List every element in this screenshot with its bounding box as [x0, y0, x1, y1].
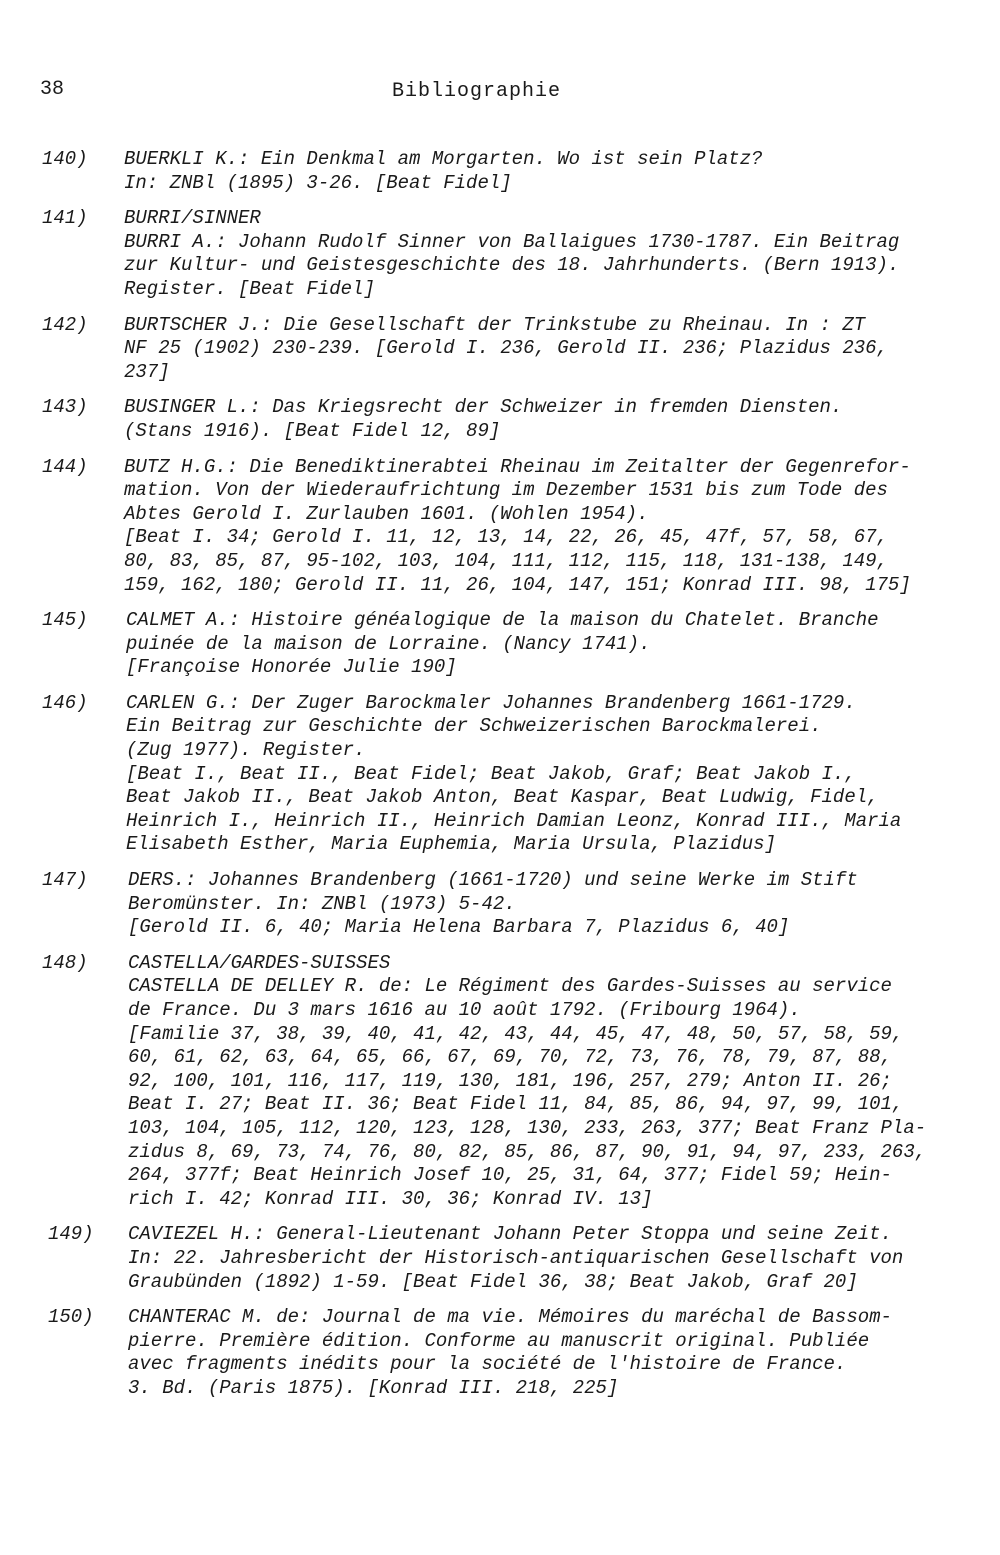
bibliography-entry [42, 396, 942, 443]
entry-number: 143) [42, 396, 88, 419]
entry-line: (Zug 1977). Register. [126, 739, 366, 762]
entry-line: 80, 83, 85, 87, 95-102, 103, 104, 111, 112, 115, 118, 131-138, 149, [124, 549, 888, 572]
running-title: Bibliographie [392, 80, 562, 103]
bibliography-entry [42, 456, 942, 598]
entry-line: CARLEN G.: Der Zuger Barockmaler Johannes Brandenberg 1661-1729. [126, 691, 856, 714]
entry-line: BURRI/SINNER [124, 207, 261, 230]
entry-line: Beat I. 27; Beat II. 36; Beat Fidel 11, 84, 85, 86, 94, 97, 99, 101, [128, 1093, 904, 1116]
entry-line: 264, 377f; Beat Heinrich Josef 10, 25, 31, 64, 377; Fidel 59; Hein- [128, 1164, 892, 1187]
entry-line: 237] [124, 360, 170, 383]
entry-line: CALMET A.: Histoire généalogique de la maison du Chatelet. Branche [126, 609, 879, 632]
entry-line: [Gerold II. 6, 40; Maria Helena Barbara 7, Plazidus 6, 40] [128, 916, 790, 939]
bibliography-entry [42, 207, 942, 301]
entry-line: mation. Von der Wiederaufrichtung im Dezember 1531 bis zum Tode des [124, 479, 888, 502]
entry-line: In: ZNBl (1895) 3-26. [Beat Fidel] [124, 171, 512, 194]
entry-line: zur Kultur- und Geistesgeschichte des 18. Jahrhunderts. (Bern 1913). [124, 254, 900, 277]
entry-text [124, 207, 942, 301]
entry-text [128, 869, 942, 940]
entry-line: [Françoise Honorée Julie 190] [126, 656, 457, 679]
entry-number: 147) [42, 869, 88, 892]
entry-number: 142) [42, 313, 88, 336]
entry-line: (Stans 1916). [Beat Fidel 12, 89] [124, 419, 501, 442]
entry-text [128, 1223, 942, 1294]
entry-text [124, 148, 942, 195]
entry-text [124, 314, 942, 385]
entry-line: zidus 8, 69, 73, 74, 76, 80, 82, 85, 86, 87, 90, 91, 94, 97, 233, 263, [128, 1140, 927, 1163]
entry-line: puinée de la maison de Lorraine. (Nancy 1741). [126, 632, 651, 655]
entry-line: BUERKLI K.: Ein Denkmal am Morgarten. Wo ist sein Platz? [124, 148, 763, 170]
entry-number: 150) [48, 1306, 94, 1329]
entry-text [126, 692, 942, 857]
entry-line: 3. Bd. (Paris 1875). [Konrad III. 218, 225] [128, 1376, 619, 1399]
page-header [40, 78, 580, 108]
entry-number: 148) [42, 951, 88, 974]
entry-number: 145) [42, 609, 88, 632]
bibliography-entry [42, 1223, 942, 1294]
entry-text [126, 609, 942, 680]
entry-line: BURTSCHER J.: Die Gesellschaft der Trinkstube zu Rheinau. In : ZT [124, 313, 866, 336]
entry-number: 146) [42, 691, 88, 714]
entry-line: Elisabeth Esther, Maria Euphemia, Maria Ursula, Plazidus] [126, 833, 776, 856]
entry-line: 60, 61, 62, 63, 64, 65, 66, 67, 69, 70, 72, 73, 76, 78, 79, 87, 88, [128, 1046, 892, 1069]
entry-line: 159, 162, 180; Gerold II. 11, 26, 104, 147, 151; Konrad III. 98, 175] [124, 573, 911, 596]
entry-line: CASTELLA/GARDES-SUISSES [128, 951, 391, 974]
entry-line: Beromünster. In: ZNBl (1973) 5-42. [128, 892, 516, 915]
bibliography-entry [42, 314, 942, 385]
entry-number: 149) [48, 1223, 94, 1246]
entry-line: NF 25 (1902) 230-239. [Gerold I. 236, Gerold II. 236; Plazidus 236, [124, 337, 888, 360]
bibliography-entry [42, 148, 942, 195]
entry-line: DERS.: Johannes Brandenberg (1661-1720) und seine Werke im Stift [128, 869, 858, 892]
entry-line: CASTELLA DE DELLEY R. de: Le Régiment des Gardes-Suisses au service [128, 975, 892, 998]
entry-line: [Familie 37, 38, 39, 40, 41, 42, 43, 44, 45, 47, 48, 50, 57, 58, 59, [128, 1022, 904, 1045]
entry-line: 103, 104, 105, 112, 120, 123, 128, 130, 233, 263, 377; Beat Franz Pla- [128, 1116, 927, 1139]
bibliography-entry [42, 609, 942, 680]
entry-line: [Beat I., Beat II., Beat Fidel; Beat Jakob, Graf; Beat Jakob I., [126, 762, 856, 785]
entry-line: avec fragments inédits pour la société de l'histoire de France. [128, 1353, 847, 1376]
entry-text [124, 456, 942, 598]
page-number: 38 [40, 78, 65, 101]
entry-number: 144) [42, 455, 88, 478]
entry-line: 92, 100, 101, 116, 117, 119, 130, 181, 196, 257, 279; Anton II. 26; [128, 1069, 892, 1092]
entry-line: CAVIEZEL H.: General-Lieutenant Johann Peter Stoppa und seine Zeit. [128, 1223, 892, 1246]
bibliography-entry [42, 1306, 942, 1400]
entry-text [124, 396, 942, 443]
entry-line: In: 22. Jahresbericht der Historisch-antiquarischen Gesellschaft von [128, 1246, 904, 1269]
entry-text [128, 1306, 942, 1400]
bibliography-entries [42, 148, 942, 1413]
entry-line: Ein Beitrag zur Geschichte der Schweizerischen Barockmalerei. [126, 715, 822, 738]
entry-line: [Beat I. 34; Gerold I. 11, 12, 13, 14, 22, 26, 45, 47f, 57, 58, 67, [124, 526, 888, 549]
entry-number: 140) [42, 148, 88, 170]
entry-line: BUTZ H.G.: Die Benediktinerabtei Rheinau im Zeitalter der Gegenrefor- [124, 455, 911, 478]
entry-line: BURRI A.: Johann Rudolf Sinner von Ballaigues 1730-1787. Ein Beitrag [124, 230, 900, 253]
entry-text [128, 952, 942, 1212]
entry-line: pierre. Première édition. Conforme au manuscrit original. Publiée [128, 1329, 870, 1352]
bibliography-entry [42, 952, 942, 1212]
entry-line: Heinrich I., Heinrich II., Heinrich Damian Leonz, Konrad III., Maria [126, 809, 902, 832]
entry-line: Beat Jakob II., Beat Jakob Anton, Beat Kaspar, Beat Ludwig, Fidel, [126, 786, 879, 809]
bibliography-entry [42, 692, 942, 857]
entry-line: Graubünden (1892) 1-59. [Beat Fidel 36, 38; Beat Jakob, Graf 20] [128, 1270, 858, 1293]
entry-line: BUSINGER L.: Das Kriegsrecht der Schweizer in fremden Diensten. [124, 396, 843, 419]
entry-number: 141) [42, 207, 88, 230]
bibliography-entry [42, 869, 942, 940]
entry-line: Abtes Gerold I. Zurlauben 1601. (Wohlen 1954). [124, 502, 649, 525]
entry-line: Register. [Beat Fidel] [124, 277, 375, 300]
entry-line: rich I. 42; Konrad III. 30, 36; Konrad IV. 13] [128, 1187, 653, 1210]
entry-line: de France. Du 3 mars 1616 au 10 août 1792. (Fribourg 1964). [128, 999, 801, 1021]
entry-line: CHANTERAC M. de: Journal de ma vie. Mémoires du maréchal de Bassom- [128, 1306, 892, 1329]
